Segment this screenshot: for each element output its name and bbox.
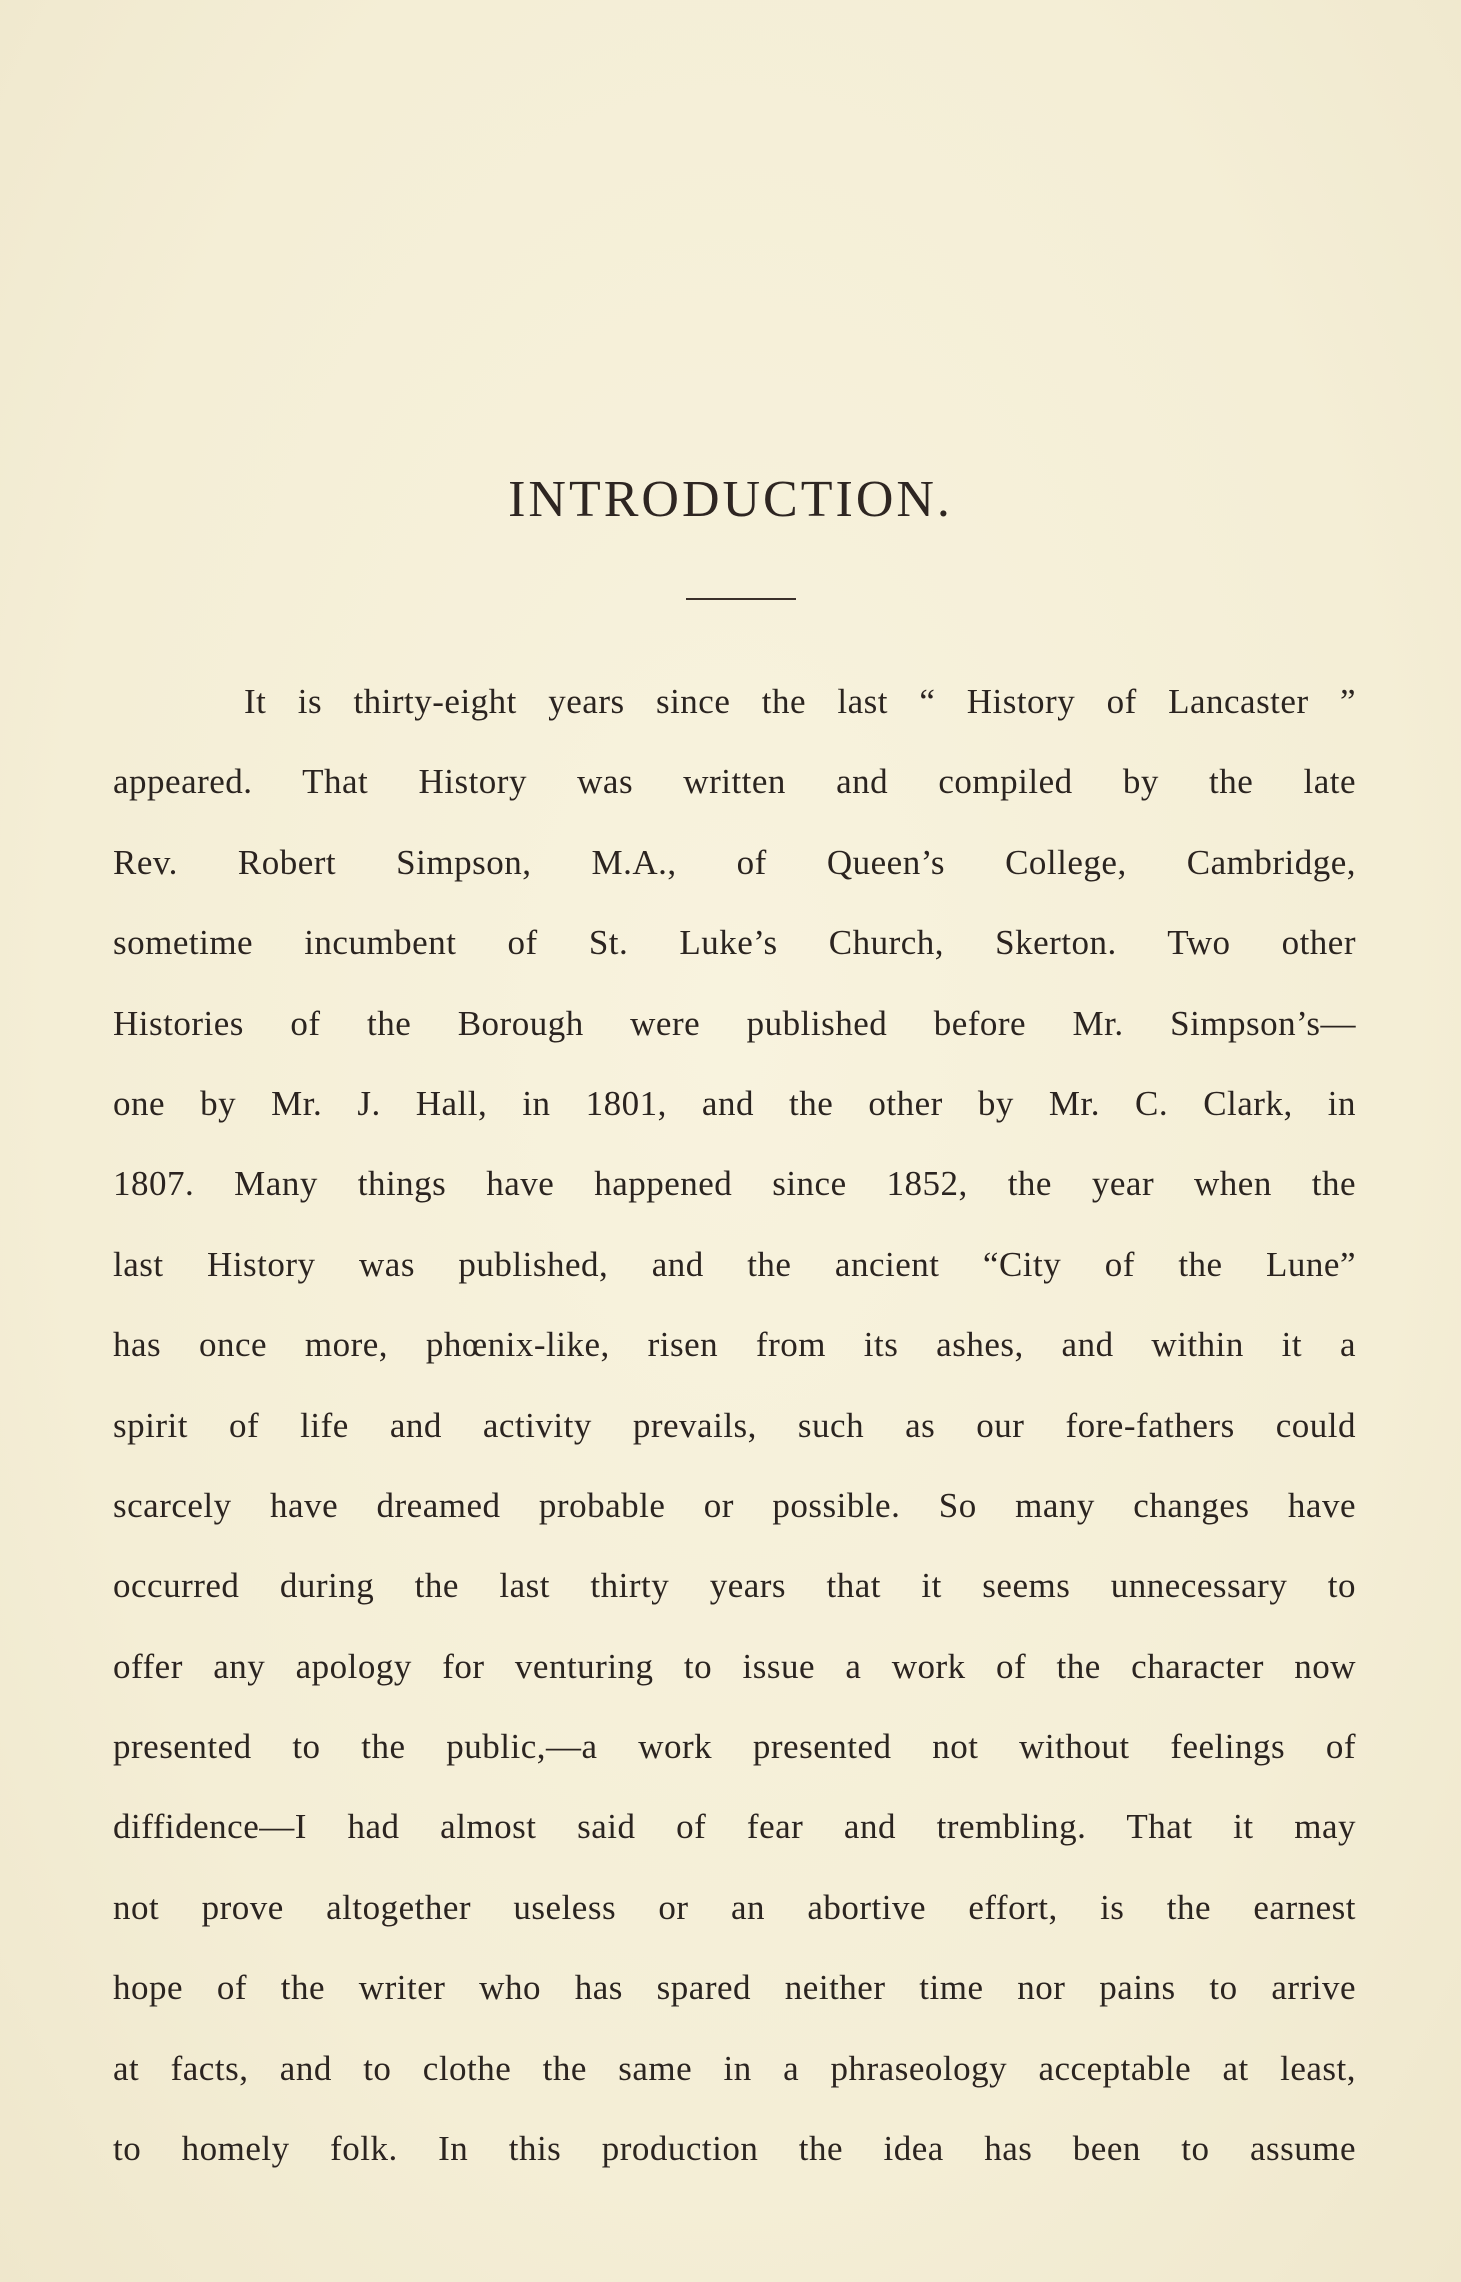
- text-line: 1807. Many things have happened since 1852, the year when the: [113, 1164, 1356, 1204]
- text-line: Rev. Robert Simpson, M.A., of Queen’s College, Cambridge,: [113, 842, 1356, 882]
- text-line: presented to the public,—a work presented not without feelings of: [113, 1727, 1356, 1767]
- body-text: [113, 662, 1356, 2189]
- text-line: appeared. That History was written and compiled by the late: [113, 762, 1356, 802]
- text-line: scarcely have dreamed probable or possible. So many changes have: [113, 1485, 1356, 1525]
- text-line: to homely folk. In this production the idea has been to assume: [113, 2129, 1356, 2169]
- chapter-title: INTRODUCTION.: [508, 471, 953, 528]
- text-line: Histories of the Borough were published before Mr. Simpson’s—: [113, 1003, 1356, 1043]
- text-line: It is thirty-eight years since the last “ History of Lancaster ”: [244, 682, 1356, 721]
- text-line: last History was published, and the ancient “City of the Lune”: [113, 1244, 1356, 1284]
- text-line: hope of the writer who has spared neither time nor pains to arrive: [113, 1968, 1356, 2008]
- text-line: not prove altogether useless or an abortive effort, is the earnest: [113, 1887, 1356, 1927]
- text-line: spirit of life and activity prevails, such as our fore-fathers could: [113, 1405, 1356, 1445]
- text-line: one by Mr. J. Hall, in 1801, and the other by Mr. C. Clark, in: [113, 1083, 1356, 1123]
- text-line: offer any apology for venturing to issue a work of the character now: [113, 1646, 1356, 1686]
- text-line: diffidence—I had almost said of fear and trembling. That it may: [113, 1807, 1356, 1847]
- text-line: has once more, phœnix-like, risen from its ashes, and within it a: [113, 1325, 1356, 1365]
- text-line: occurred during the last thirty years that it seems unnecessary to: [113, 1566, 1356, 1606]
- text-line: sometime incumbent of St. Luke’s Church, Skerton. Two other: [113, 923, 1356, 963]
- title-rule: [686, 598, 796, 600]
- text-line: at facts, and to clothe the same in a phraseology acceptable at least,: [113, 2048, 1356, 2088]
